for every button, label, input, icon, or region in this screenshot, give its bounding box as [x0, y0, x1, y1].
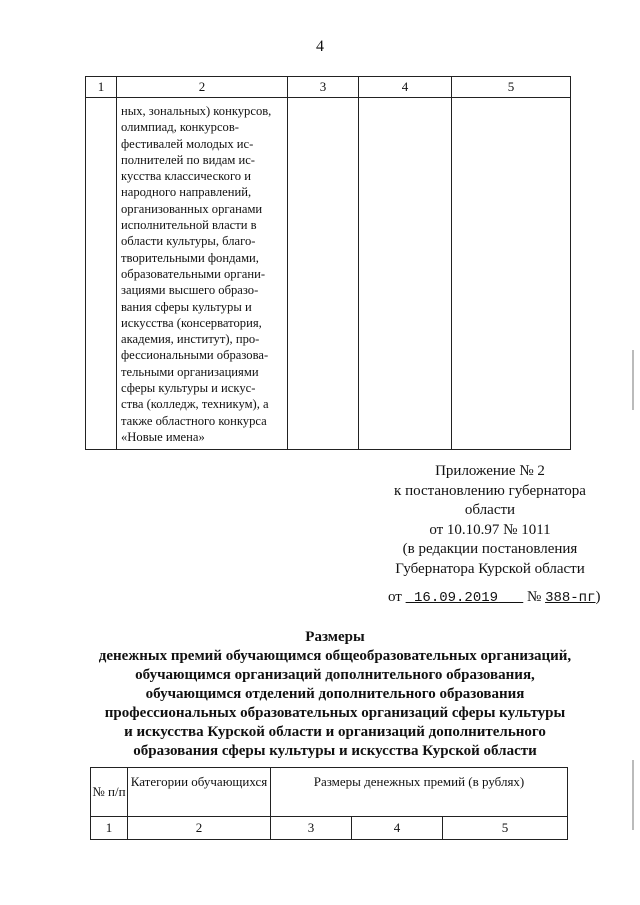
table-header-row — [91, 768, 568, 817]
heading-line: и искусства Курской области и организаций дополнительного — [124, 724, 546, 740]
text-line: образовательными органи- — [121, 266, 266, 281]
appendix-line: Приложение № 2 — [435, 463, 545, 479]
table-number-row — [91, 817, 568, 840]
appendix-line: (в редакции постановления — [402, 541, 578, 557]
heading-line: профессиональных образовательных организаций сферы культуры — [104, 705, 566, 721]
scan-margin-mark — [632, 350, 634, 410]
text-line: фессиональными образова- — [121, 348, 269, 363]
text-line: организованных органами — [121, 201, 263, 216]
header-cell: 5 — [452, 77, 571, 98]
category-description-cell — [117, 98, 288, 450]
sig-prefix: от — [388, 589, 402, 605]
page-number: 4 — [316, 38, 324, 55]
text-line: «Новые имена» — [121, 429, 205, 444]
text-line: исполнительной власти в — [121, 218, 257, 233]
header-cell: 3 — [288, 77, 359, 98]
text-line: кусства классического и — [121, 169, 251, 184]
heading-line: денежных премий обучающимся общеобразовательных организаций, — [98, 648, 572, 664]
table-cell — [288, 98, 359, 450]
text-line: зациями высшего образо- — [121, 283, 259, 298]
sig-suffix: ) — [595, 589, 601, 605]
text-line: искусства (консерватория, — [121, 315, 262, 330]
text-line: полнителей по видам ис- — [121, 152, 255, 167]
heading-line: образования сферы культуры и искусства Курской области — [133, 743, 537, 759]
appendix-line: к постановлению губернатора — [394, 482, 586, 499]
sig-date — [406, 590, 524, 606]
document-heading — [95, 628, 575, 761]
col-category-header: Категории обучающихся — [128, 768, 271, 817]
sig-date-value: 16.09.2019 — [414, 590, 499, 606]
number-cell: 2 — [128, 817, 271, 840]
text-line: также областного конкурса — [121, 413, 267, 428]
text-line: ных, зональных) конкурсов, — [121, 104, 272, 118]
text-line: вания сферы культуры и — [121, 299, 252, 314]
header-cell: 2 — [117, 77, 288, 98]
text-line: тельными организациями — [121, 364, 259, 379]
header-cell: 1 — [86, 77, 117, 98]
sig-no-label: № — [527, 589, 542, 605]
col-sizes-header: Размеры денежных премий (в рублях) — [271, 768, 568, 817]
text-line: фестивалей молодых ис- — [121, 136, 254, 151]
premiums-table — [90, 767, 568, 840]
table-header-row — [86, 77, 571, 98]
scan-margin-mark — [632, 760, 634, 830]
continued-table — [85, 76, 571, 450]
text-line: олимпиад, конкурсов- — [121, 120, 239, 135]
text-line: ства (колледж, техникум), а — [121, 397, 269, 412]
heading-line: обучающимся отделений дополнительного образования — [145, 686, 525, 702]
heading-line: обучающимся организаций дополнительного образования, — [135, 667, 535, 683]
table-cell — [452, 98, 571, 450]
header-cell: 4 — [359, 77, 452, 98]
appendix-block — [380, 462, 600, 579]
appendix-line: от 10.10.97 № 1011 — [429, 521, 551, 538]
revision-signature-line — [388, 589, 600, 606]
number-cell: 1 — [91, 817, 128, 840]
table-row — [86, 98, 571, 450]
text-line: сферы культуры и искус- — [121, 381, 256, 396]
appendix-line: Губернатора Курской области — [395, 560, 585, 577]
text-line: народного направлений, — [121, 185, 252, 200]
table-cell — [86, 98, 117, 450]
sig-number: 388-пг — [545, 590, 596, 606]
table-cell — [359, 98, 452, 450]
heading-title: Размеры — [305, 629, 365, 645]
col-number-header: № п/п — [91, 768, 128, 817]
text-line: области культуры, благо- — [121, 234, 256, 249]
text-line: творительными фондами, — [121, 250, 259, 265]
number-cell: 4 — [352, 817, 443, 840]
text-line: академия, институт), про- — [121, 332, 260, 347]
number-cell: 3 — [271, 817, 352, 840]
appendix-line: области — [464, 502, 516, 518]
number-cell: 5 — [443, 817, 568, 840]
